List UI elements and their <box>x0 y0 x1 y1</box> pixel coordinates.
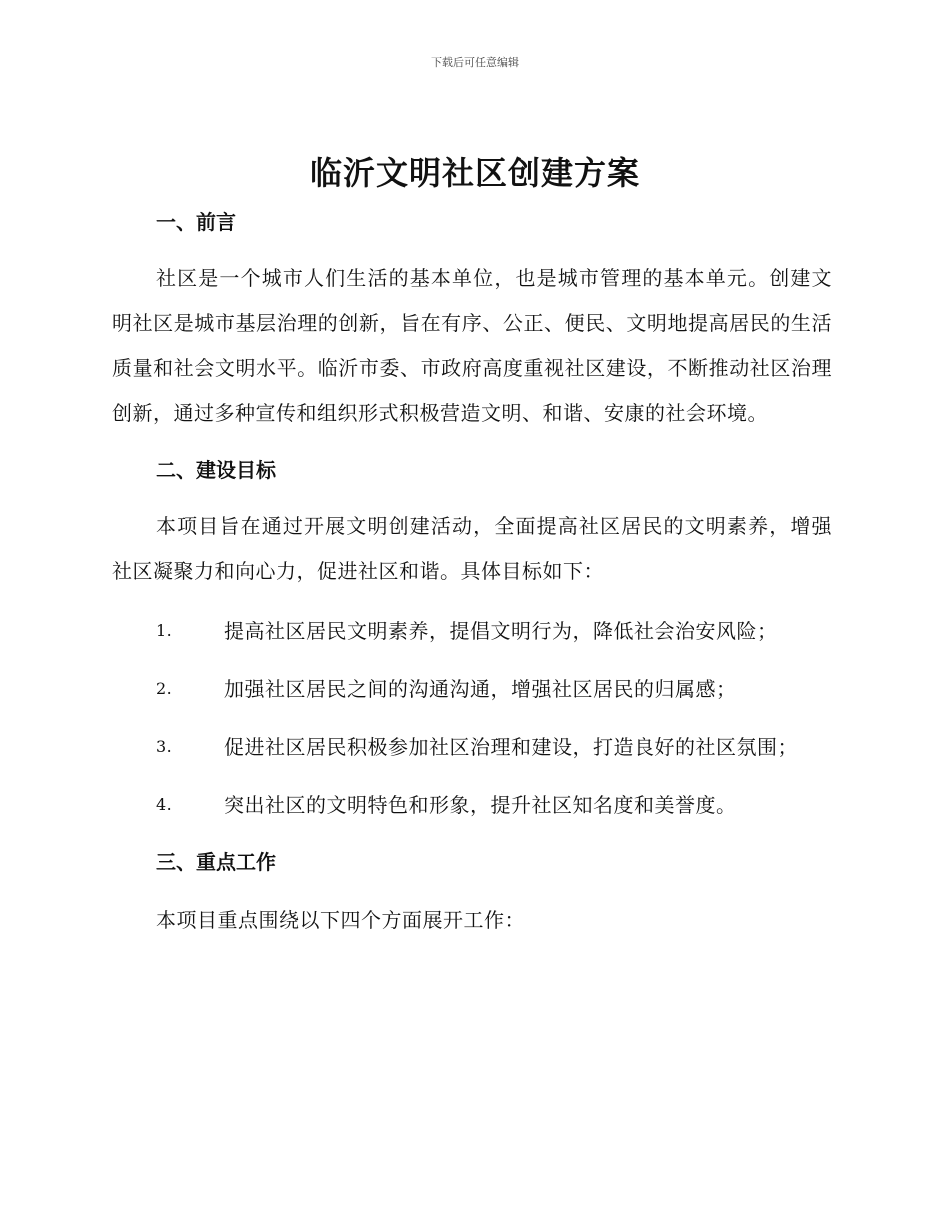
preface-paragraph: 社区是一个城市人们生活的基本单位，也是城市管理的基本单元。创建文明社区是城市基层治理的创新，旨在有序、公正、便民、文明地提高居民的生活质量和社会文明水平。临沂市委、市政府高度重视社区建设，不断推动社区治理创新，通过多种宣传和组织形式积极营造文明、和谐、安康的社会环境。 <box>112 266 832 425</box>
list-item <box>112 602 832 660</box>
page-title: 临沂文明社区创建方案 <box>309 154 640 192</box>
section-heading-goals: 二、建设目标 <box>156 458 276 482</box>
list-item <box>112 718 832 776</box>
list-number: 2. <box>156 679 173 698</box>
key-work-paragraph: 本项目重点围绕以下四个方面展开工作： <box>156 908 525 932</box>
list-text: 加强社区居民之间的沟通沟通，增强社区居民的归属感； <box>224 677 737 701</box>
list-number: 4. <box>156 795 173 814</box>
list-text: 促进社区居民积极参加社区治理和建设，打造良好的社区氛围； <box>224 735 798 759</box>
list-number: 1. <box>156 621 173 640</box>
list-item <box>112 660 832 718</box>
goals-list <box>112 602 832 834</box>
list-text: 提高社区居民文明素养，提倡文明行为，降低社会治安风险； <box>224 619 778 643</box>
section-heading-preface: 一、前言 <box>156 210 236 234</box>
document-body <box>112 200 832 943</box>
list-text: 突出社区的文明特色和形象，提升社区知名度和美誉度。 <box>224 793 737 817</box>
list-item <box>112 776 832 834</box>
list-number: 3. <box>156 737 173 756</box>
section-heading-key-work: 三、重点工作 <box>156 850 276 874</box>
header-note: 下载后可任意编辑 <box>431 56 519 69</box>
goals-paragraph: 本项目旨在通过开展文明创建活动，全面提高社区居民的文明素养，增强社区凝聚力和向心力，促进社区和谐。具体目标如下： <box>112 514 832 583</box>
